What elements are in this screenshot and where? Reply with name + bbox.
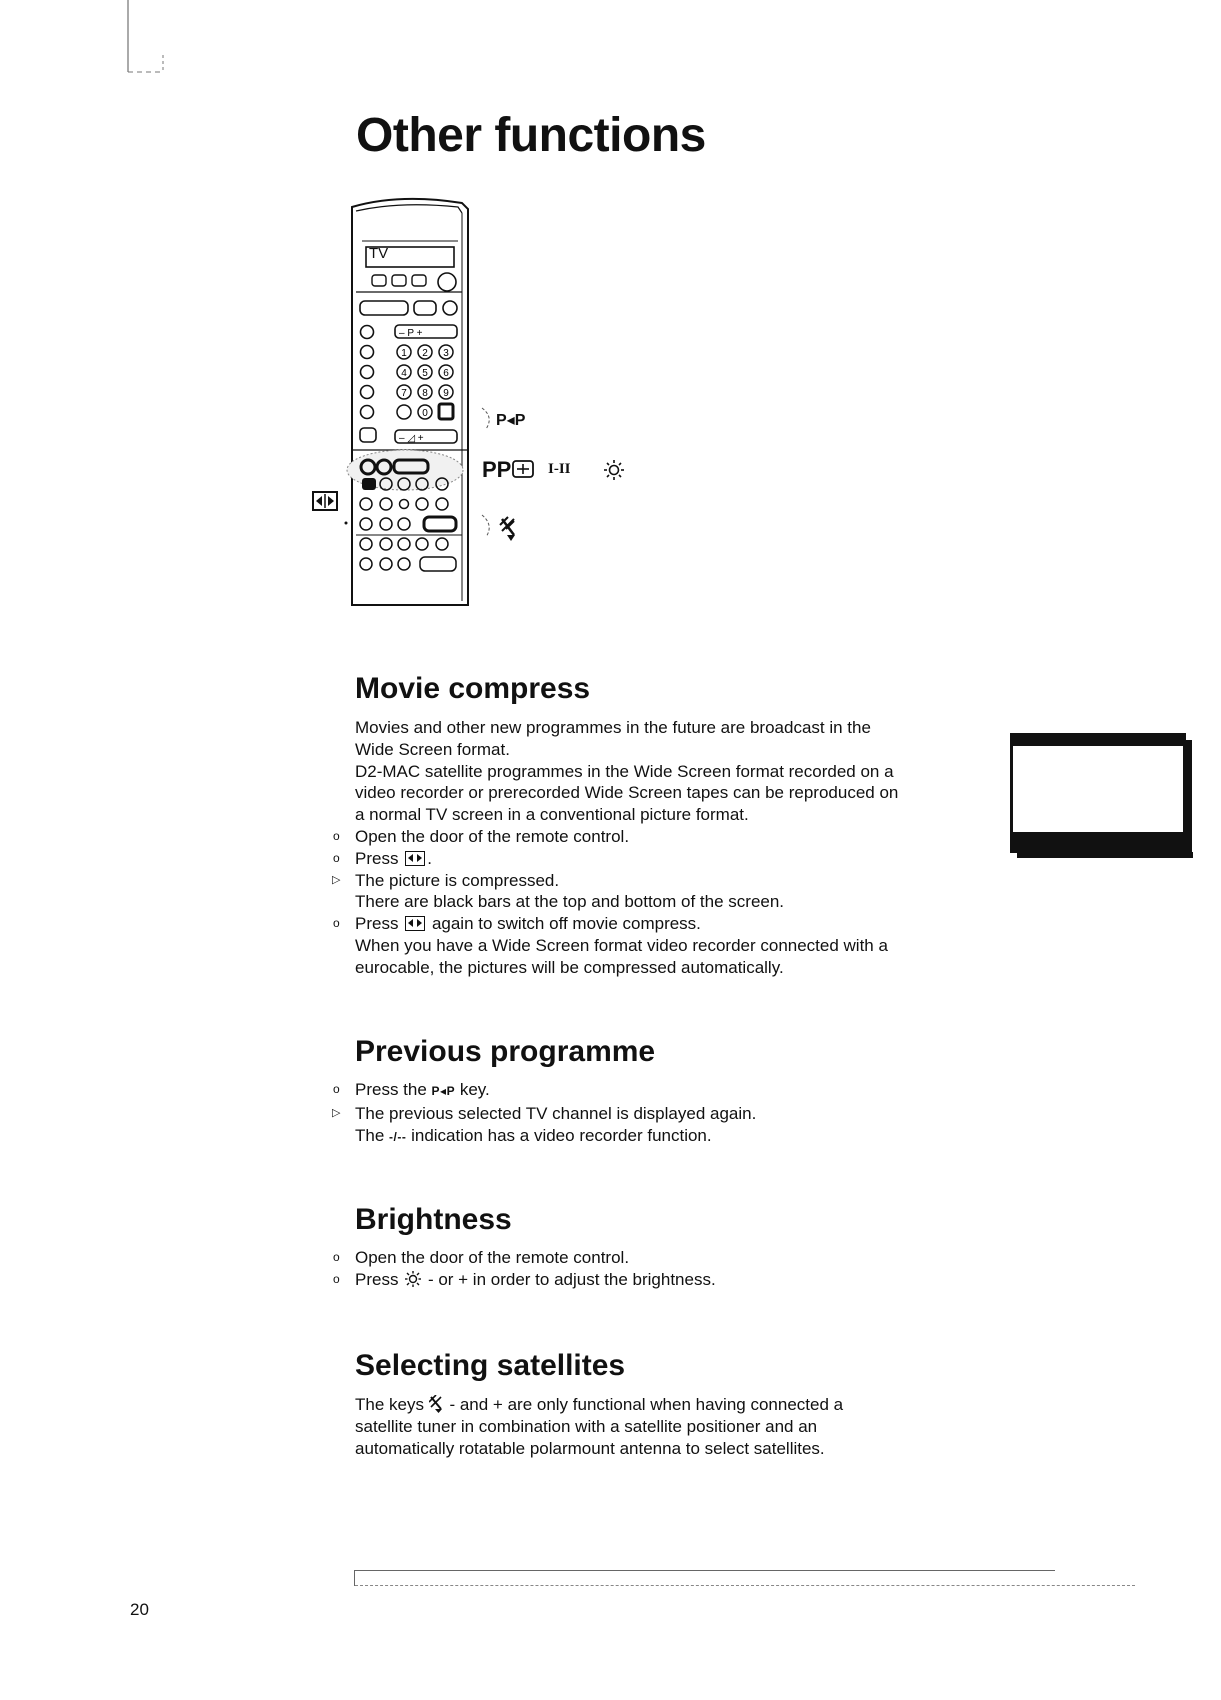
svg-text:5: 5 (422, 368, 428, 379)
compressed-screen-illustration (1010, 733, 1186, 853)
selecting-satellites-heading: Selecting satellites (355, 1349, 626, 1382)
result-marker: ▷ (332, 873, 341, 886)
page-title: Other functions (356, 109, 706, 162)
movie-note-line: When you have a Wide Screen format video recorder connected with a (355, 935, 888, 955)
footer-rule-tick (354, 1570, 355, 1586)
satellites-line: The keys - and + are only functional when having connected a (355, 1395, 844, 1414)
svg-text:0: 0 (422, 408, 428, 419)
sound-label: I-II (548, 461, 571, 477)
svg-text:6: 6 (443, 368, 449, 379)
brightness-step-press: o Press - or + in order to adjust the brightness. (333, 1269, 716, 1289)
footer-rule (355, 1570, 1055, 1571)
movie-step-press: o Press . (333, 848, 432, 868)
svg-text:8: 8 (422, 388, 428, 399)
brightness-icon (604, 460, 624, 480)
satellite-key-icon (429, 1395, 445, 1413)
movie-intro-line: Movies and other new programmes in the future are broadcast in the (355, 718, 871, 737)
previous-step-press: o Press the P◂P key. (333, 1080, 490, 1099)
satellites-line: satellite tuner in combination with a satellite positioner and an (355, 1416, 818, 1436)
svg-text:4: 4 (401, 368, 407, 379)
step-marker: o (333, 1082, 340, 1096)
picture-format-key-icon (405, 851, 425, 866)
satellites-line: automatically rotatable polarmount antenna to select satellites. (355, 1438, 825, 1458)
step-marker: o (333, 850, 340, 865)
selecting-satellites-body (355, 1394, 975, 1459)
brightness-body (333, 1247, 975, 1291)
pp-label: PP (482, 457, 512, 482)
svg-text:3: 3 (443, 348, 449, 359)
svg-text:– ◿ +: – ◿ + (399, 433, 424, 444)
step-marker: o (333, 1250, 340, 1264)
movie-intro-line: video recorder or prerecorded Wide Screen tapes can be reproduced on (355, 783, 899, 803)
movie-compress-body (332, 717, 975, 979)
brightness-step-open-door: o Open the door of the remote control. (333, 1248, 630, 1267)
footer-rule-dashed (355, 1585, 1135, 1586)
svg-text:– P +: – P + (399, 328, 423, 339)
svg-text:9: 9 (443, 388, 449, 399)
svg-text:1: 1 (401, 348, 407, 359)
picture-format-icon (313, 492, 337, 510)
movie-result-bars: There are black bars at the top and bottom of the screen. (355, 892, 785, 912)
movie-result-compressed: ▷ The picture is compressed. (332, 870, 560, 890)
pp-prev-label: P◂P (496, 412, 526, 429)
step-marker: o (333, 916, 340, 931)
page-number: 20 (130, 1600, 149, 1619)
movie-compress-heading: Movie compress (355, 672, 591, 705)
result-marker: ▷ (332, 1106, 341, 1119)
brightness-key-icon (403, 1271, 423, 1287)
picture-format-key-icon (405, 916, 425, 931)
movie-step-press-again: o Press again to switch off movie compress. (333, 914, 701, 934)
pp-key-label: P◂P (431, 1084, 456, 1098)
previous-programme-body (332, 1079, 975, 1148)
movie-step-open-door: o Open the door of the remote control. (333, 826, 630, 846)
remote-illustration (300, 195, 660, 615)
brightness-heading: Brightness (355, 1203, 512, 1236)
movie-note-line: eurocable, the pictures will be compressed automatically. (355, 957, 784, 977)
satellite-icon (500, 517, 515, 541)
previous-result: ▷ The previous selected TV channel is displayed again. (332, 1103, 757, 1123)
remote-display-text: TV (369, 245, 389, 262)
movie-intro-line: Wide Screen format. (355, 739, 510, 759)
previous-note: The -/-- indication has a video recorder function. (355, 1125, 712, 1145)
step-marker: o (333, 1271, 340, 1286)
corner-crop-mark (118, 0, 178, 80)
previous-programme-heading: Previous programme (355, 1035, 656, 1068)
svg-text:2: 2 (422, 348, 428, 359)
remote-control-drawing (300, 195, 660, 615)
digit-entry-key-label: -/-- (389, 1129, 407, 1144)
movie-intro-line: D2-MAC satellite programmes in the Wide Screen format recorded on a (355, 761, 894, 781)
stereo-key-icon (513, 461, 533, 477)
movie-intro-line: a normal TV screen in a conventional picture format. (355, 805, 749, 825)
svg-text:7: 7 (401, 388, 407, 399)
step-marker: o (333, 828, 340, 843)
